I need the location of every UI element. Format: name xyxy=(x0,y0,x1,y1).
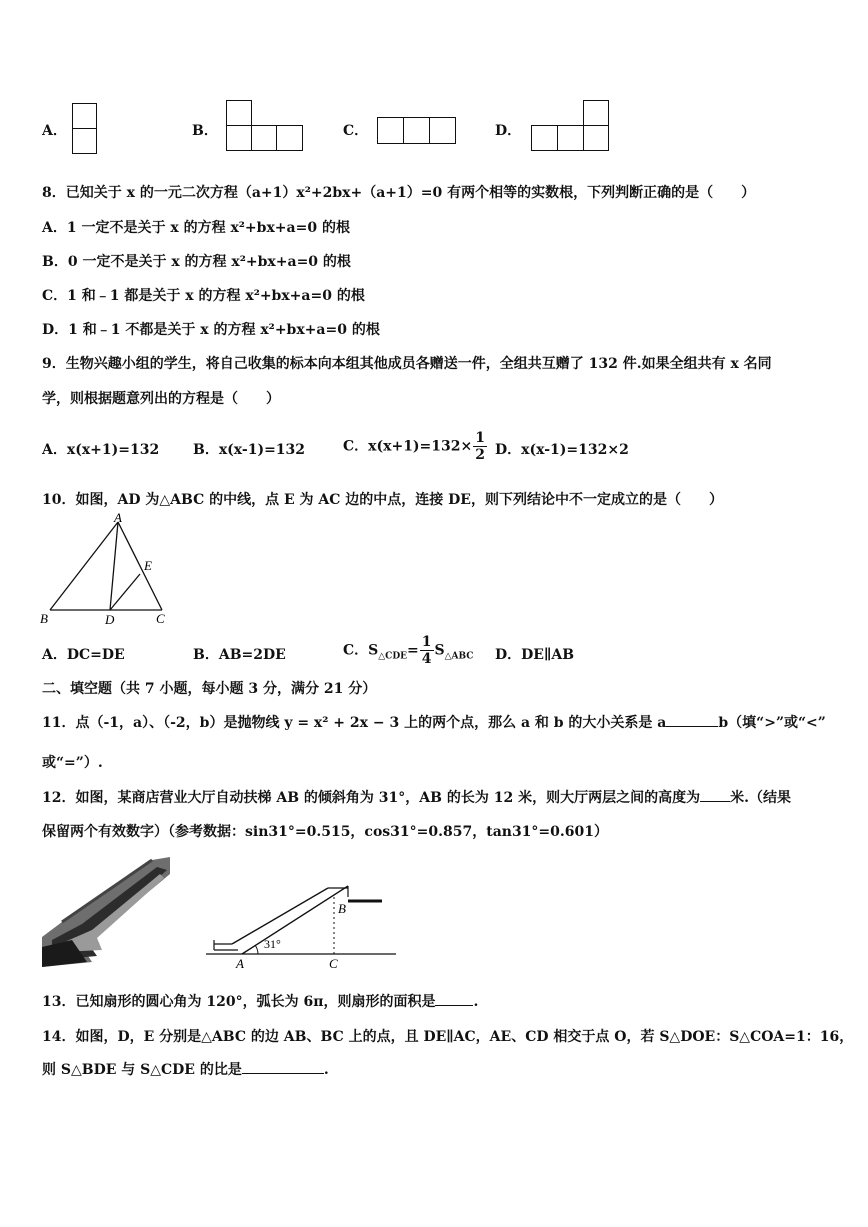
q11-answer-blank[interactable] xyxy=(666,726,718,727)
q7-option-b-figure xyxy=(226,100,304,152)
q10-label-c: C xyxy=(156,611,165,626)
q9-option-c xyxy=(343,430,488,463)
q12-escalator-diagram xyxy=(200,852,400,972)
q8-option-c: C．1 和﹣1 都是关于 x 的方程 x²+bx+a=0 的根 xyxy=(42,288,365,304)
q7-option-d-figure xyxy=(531,100,611,152)
q10-label-b: B xyxy=(40,611,48,626)
fraction-denominator: 2 xyxy=(475,447,485,463)
q11-line1 xyxy=(42,712,826,732)
q12-answer-blank[interactable] xyxy=(700,801,730,802)
q14-line2 xyxy=(42,1059,329,1079)
q12-text-a: 12．如图，某商店营业大厅自动扶梯 AB 的倾斜角为 31°，AB 的长为 12 米，则大厅两层之间的高度为 xyxy=(42,790,701,806)
q14-text-a: 则 S△BDE 与 S△CDE 的比是 xyxy=(42,1062,242,1078)
fraction-numerator: 1 xyxy=(421,634,432,650)
q14-text-b: . xyxy=(323,1062,329,1078)
q7-option-d-label: D． xyxy=(495,123,522,139)
q12-text-b: 米.（结果 xyxy=(730,790,791,806)
q12-line2: 保留两个有效数字）（参考数据：sin31°=0.515，cos31°=0.857，tan31°=0.601） xyxy=(42,824,608,840)
q11-text-a: 11．点（-1，a）、（-2，b）是抛物线 y = x² + 2x − 3 上的两个点，那么 a 和 b 的大小关系是 a xyxy=(42,715,667,731)
q13-answer-blank[interactable] xyxy=(435,1005,473,1006)
q11-line2: 或“=”）. xyxy=(42,755,103,771)
q7-option-c-label: C． xyxy=(343,123,369,139)
q9-option-c-fraction xyxy=(473,430,487,463)
q10-option-c-fraction xyxy=(420,634,434,667)
q9-option-a: A．x(x+1)=132 xyxy=(42,442,160,458)
q10-option-c-s2: S xyxy=(434,642,445,659)
q8-option-b: B．0 一定不是关于 x 的方程 x²+bx+a=0 的根 xyxy=(42,254,351,270)
q9-stem-line1: 9．生物兴趣小组的学生，将自己收集的标本向本组其他成员各赠送一件，全组共互赠了 132 件.如果全组共有 x 名同 xyxy=(42,356,772,372)
q10-option-c-sub2: △ABC xyxy=(444,651,474,662)
q7-option-b-label: B． xyxy=(192,123,218,139)
q8-option-d: D．1 和﹣1 不都是关于 x 的方程 x²+bx+a=0 的根 xyxy=(42,322,380,338)
q13-end: . xyxy=(473,994,479,1010)
q11-text-b: b（填“>”或“<” xyxy=(718,715,826,731)
q10-triangle-figure xyxy=(40,512,172,630)
q7-option-c-figure xyxy=(377,117,457,145)
q10-option-c-prefix: C．S xyxy=(343,642,379,659)
q10-label-e: E xyxy=(144,558,152,573)
escalator-photo xyxy=(42,852,172,970)
q9-stem-line2: 学，则根据题意列出的方程是（ ） xyxy=(42,391,280,407)
q10-option-c xyxy=(343,634,473,667)
q10-option-c-eq: = xyxy=(407,642,419,659)
q9-option-d: D．x(x-1)=132×2 xyxy=(495,442,629,458)
q9-option-c-text: C．x(x+1)=132× xyxy=(343,438,473,455)
q12-line1 xyxy=(42,787,791,807)
q12-angle-label: 31° xyxy=(264,937,281,951)
q14-answer-blank[interactable] xyxy=(242,1073,324,1074)
q7-option-a-figure xyxy=(72,103,98,155)
q13-text: 13．已知扇形的圆心角为 120°，弧长为 6π，则扇形的面积是 xyxy=(42,994,436,1010)
q10-label-a: A xyxy=(114,510,122,525)
q10-option-b: B．AB=2DE xyxy=(193,647,286,663)
q9-option-b: B．x(x-1)=132 xyxy=(193,442,306,458)
q7-option-a-label: A． xyxy=(42,123,67,139)
q10-option-a: A．DC=DE xyxy=(42,647,125,663)
q13-line xyxy=(42,991,478,1011)
q12-label-a: A xyxy=(236,956,244,971)
q10-option-d: D．DE∥AB xyxy=(495,647,575,663)
section-2-heading: 二、填空题（共 7 小题，每小题 3 分，满分 21 分） xyxy=(42,681,377,697)
fraction-denominator: 4 xyxy=(421,651,432,667)
q14-line1: 14．如图，D，E 分别是△ABC 的边 AB、BC 上的点，且 DE∥AC，AE、CD 相交于点 O，若 S△DOE：S△COA=1：16， xyxy=(42,1029,854,1045)
q12-label-b: B xyxy=(338,901,346,916)
q12-label-c: C xyxy=(329,956,338,971)
q8-stem: 8．已知关于 x 的一元二次方程（a+1）x²+2bx+（a+1）=0 有两个相等的实数根，下列判断正确的是（ ） xyxy=(42,185,756,201)
fraction-numerator: 1 xyxy=(475,430,485,446)
q10-option-c-sub1: △CDE xyxy=(378,651,408,662)
q8-option-a: A．1 一定不是关于 x 的方程 x²+bx+a=0 的根 xyxy=(42,220,350,236)
q10-stem: 10．如图，AD 为△ABC 的中线，点 E 为 AC 边的中点，连接 DE，则下列结论中不一定成立的是（ ） xyxy=(42,492,723,508)
q10-label-d: D xyxy=(105,612,115,627)
